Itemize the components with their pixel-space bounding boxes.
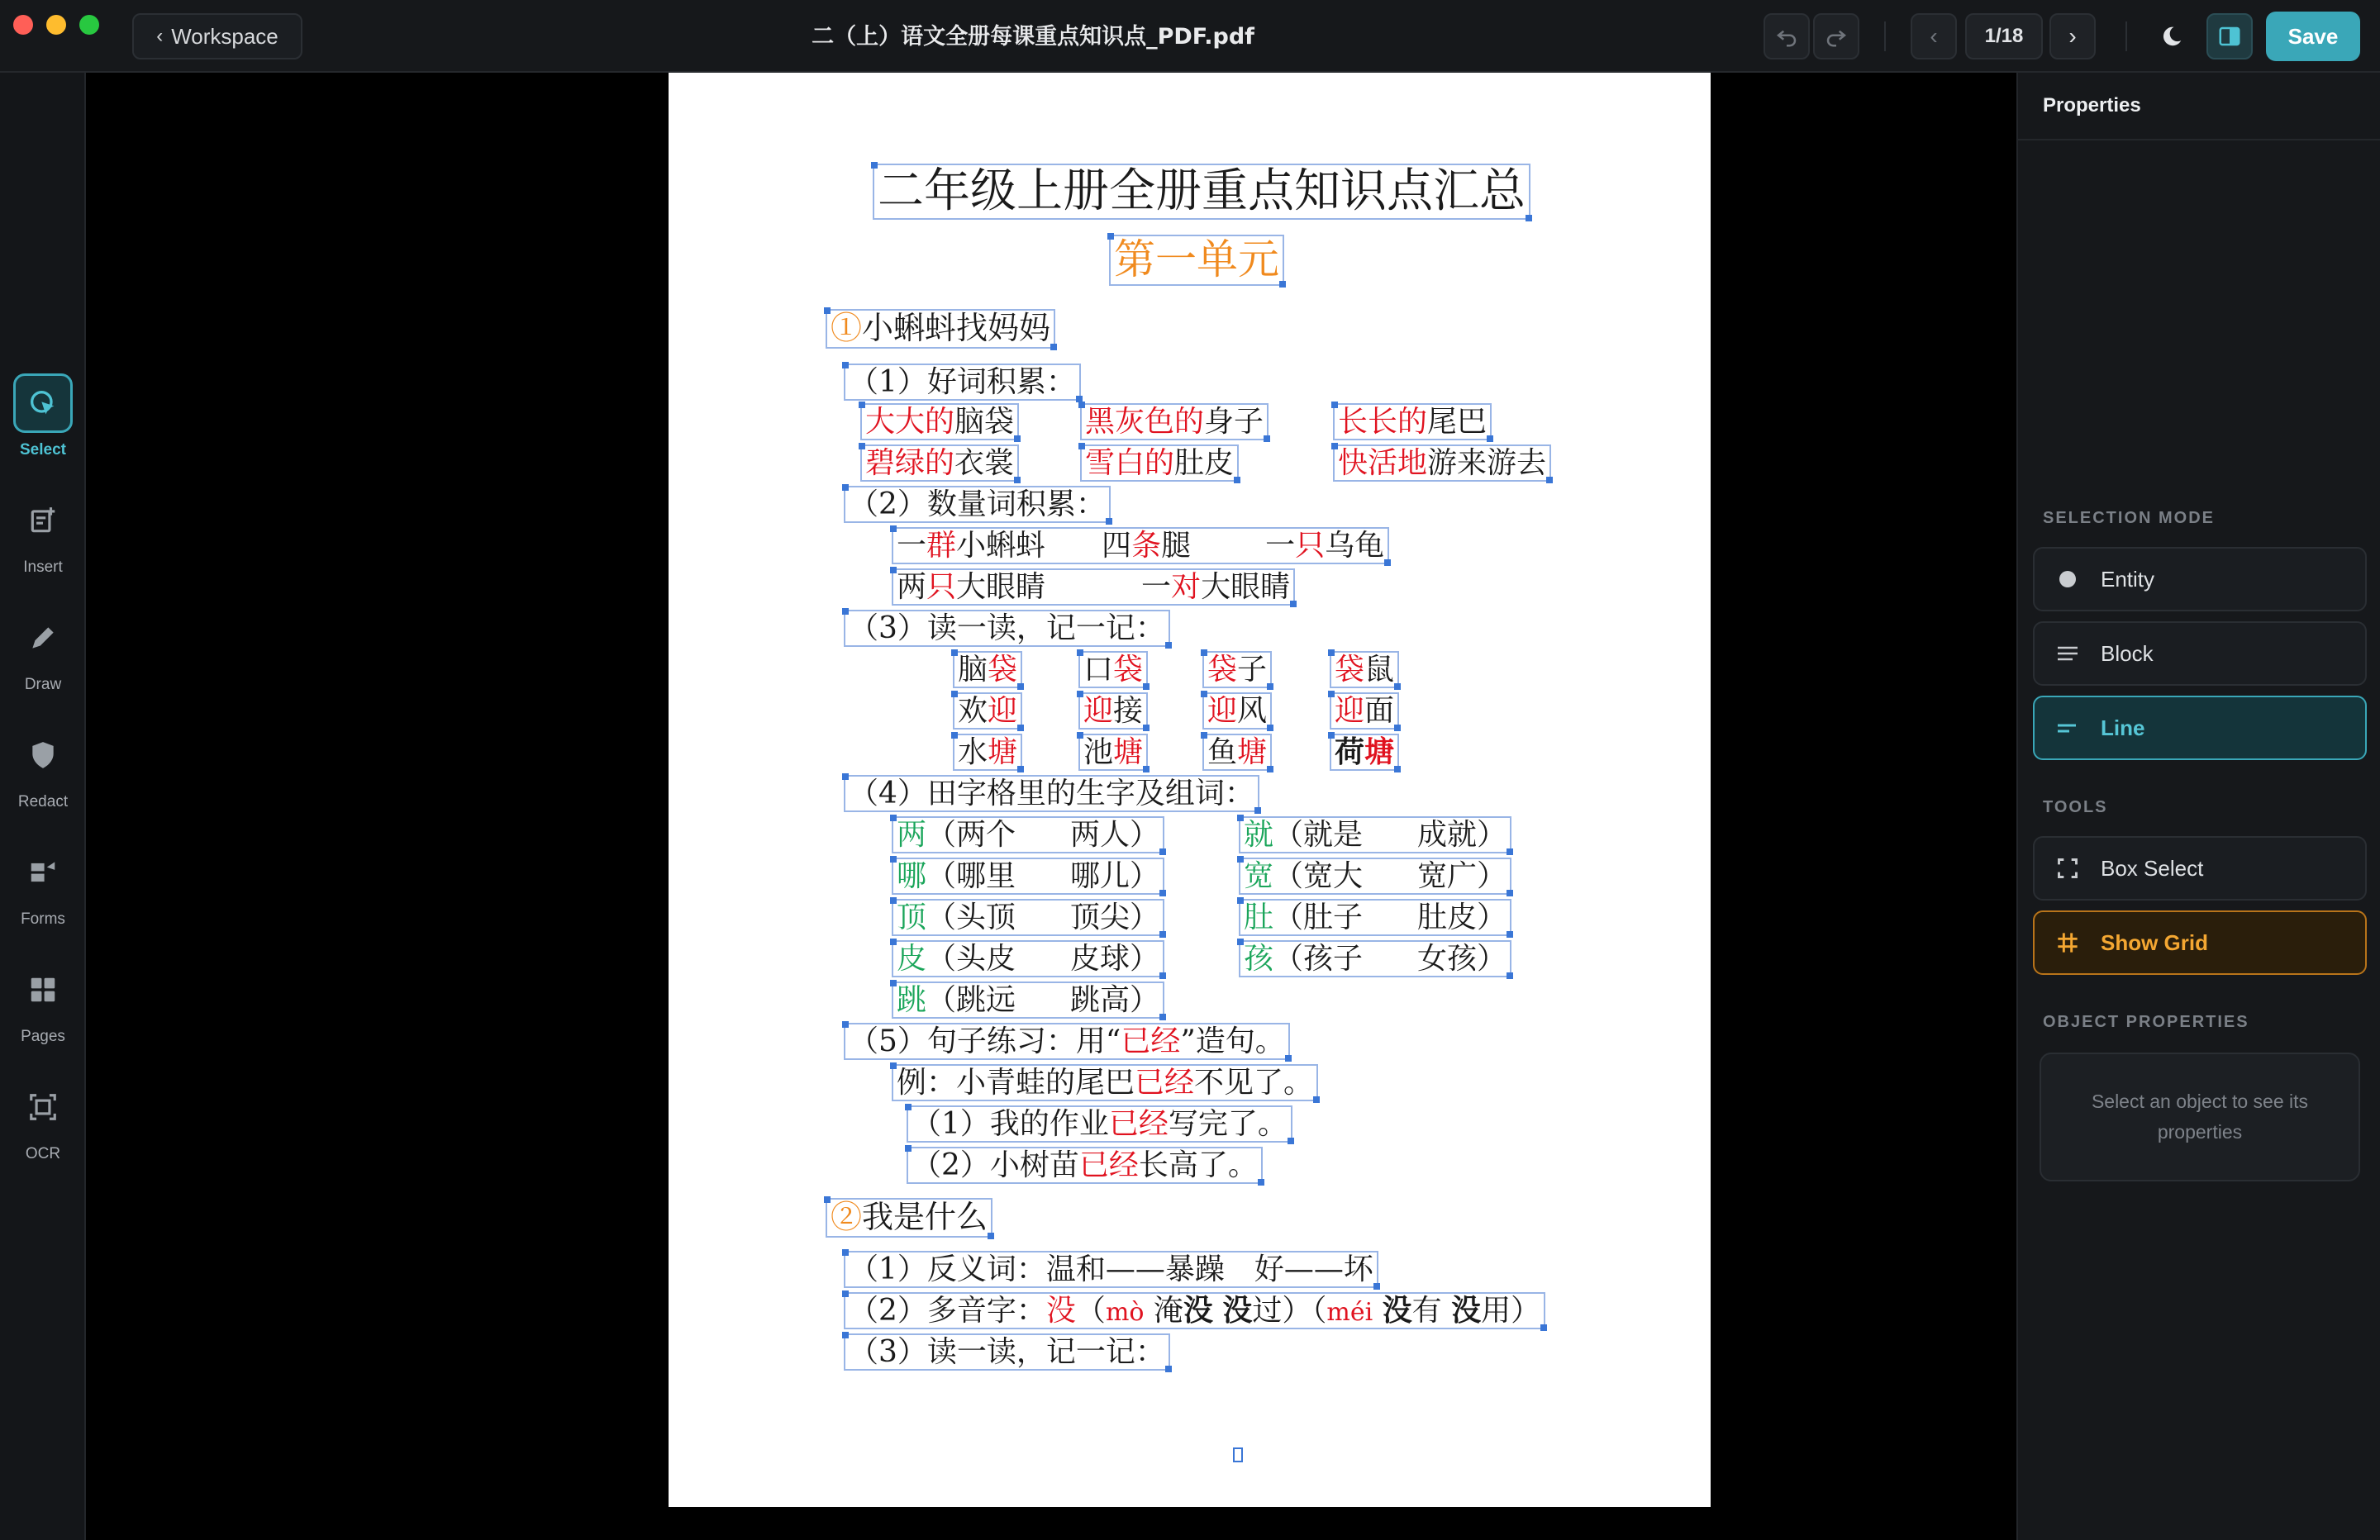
line-text: （就是 bbox=[1273, 818, 1364, 852]
mode-block-option[interactable] bbox=[2033, 621, 2367, 686]
line-text: 鱼 bbox=[1207, 735, 1238, 769]
text-line[interactable] bbox=[1202, 651, 1272, 688]
scan-icon bbox=[13, 1077, 73, 1137]
tool-label: OCR bbox=[25, 1145, 61, 1162]
text-line[interactable] bbox=[1333, 444, 1551, 482]
tool-label: Forms bbox=[21, 910, 65, 928]
text-line[interactable] bbox=[892, 940, 1164, 977]
red-text: 只 bbox=[1295, 529, 1326, 563]
window-zoom-button[interactable] bbox=[79, 15, 99, 35]
line-text: 没 bbox=[1183, 1293, 1213, 1328]
red-text: 迎 bbox=[1207, 694, 1238, 728]
text-line[interactable] bbox=[844, 1292, 1545, 1329]
undo-button[interactable] bbox=[1764, 13, 1810, 59]
red-text: 袋 bbox=[1113, 653, 1144, 687]
line-text: 欢 bbox=[958, 694, 988, 728]
tool-insert[interactable] bbox=[0, 491, 86, 577]
red-text: 没 bbox=[1045, 1294, 1076, 1328]
line-text: 不见了。 bbox=[1194, 1066, 1314, 1100]
line-text: （ bbox=[1075, 1294, 1106, 1328]
red-text: 长长的 bbox=[1338, 405, 1428, 439]
red-text: 已经 bbox=[1108, 1107, 1169, 1141]
sidebar-panel-icon bbox=[2217, 24, 2242, 49]
red-text: 塘 bbox=[1237, 735, 1268, 769]
text-line[interactable] bbox=[892, 816, 1164, 853]
tool-rail bbox=[0, 73, 86, 1540]
lesson-number: ① bbox=[831, 310, 863, 346]
selection-mode-heading: SELECTION MODE bbox=[2043, 509, 2216, 527]
text-line[interactable] bbox=[1330, 692, 1399, 730]
window-close-button[interactable] bbox=[13, 15, 33, 35]
cursor-click-icon bbox=[13, 373, 73, 433]
page-number-marker[interactable] bbox=[1233, 1447, 1243, 1462]
chevron-left-icon: ‹ bbox=[1930, 23, 1938, 49]
doc-unit-line[interactable] bbox=[1109, 235, 1284, 286]
line-text: 有 bbox=[1411, 1294, 1452, 1328]
option-label: Entity bbox=[2101, 566, 2155, 592]
line-text: 鼠 bbox=[1364, 653, 1395, 687]
green-text: 两 bbox=[897, 818, 927, 852]
panel-header bbox=[2018, 73, 2380, 140]
tool-label: Select bbox=[20, 441, 66, 459]
text-line[interactable] bbox=[1239, 940, 1511, 977]
text-line[interactable] bbox=[953, 651, 1022, 688]
chevron-right-icon: › bbox=[2068, 23, 2077, 49]
line-text: 两人） bbox=[1069, 818, 1159, 852]
line-text: （1）反义词：温和——暴躁 好——坏 bbox=[849, 1252, 1373, 1286]
line-text: 水 bbox=[958, 735, 988, 769]
tool-ocr[interactable] bbox=[0, 1077, 86, 1163]
line-text: 身子 bbox=[1204, 405, 1264, 439]
text-line[interactable] bbox=[907, 1147, 1263, 1184]
line-text: 例：小青蛙的尾巴 bbox=[897, 1066, 1135, 1100]
doc-title: 二年级上册全册重点知识点汇总 bbox=[878, 164, 1526, 218]
line-text: 尾巴 bbox=[1427, 405, 1488, 439]
text-line[interactable] bbox=[844, 364, 1081, 401]
text-line[interactable] bbox=[1239, 899, 1511, 936]
next-page-button[interactable] bbox=[2049, 13, 2096, 59]
option-label: Line bbox=[2101, 715, 2145, 740]
tool-pages[interactable] bbox=[0, 960, 86, 1046]
text-line[interactable] bbox=[844, 1251, 1378, 1288]
red-text: 只 bbox=[926, 570, 957, 604]
pencil-icon bbox=[13, 608, 73, 668]
line-text: （两个 bbox=[926, 818, 1016, 852]
text-line[interactable] bbox=[892, 858, 1164, 895]
green-text: 跳 bbox=[897, 983, 927, 1017]
line-text: 一 bbox=[897, 529, 927, 563]
line-text: 一 bbox=[1265, 529, 1296, 563]
line-text: （1）我的作业 bbox=[912, 1107, 1109, 1141]
document-canvas[interactable] bbox=[86, 73, 2016, 1540]
text-line[interactable] bbox=[1202, 692, 1272, 730]
red-text: 碧绿的 bbox=[865, 446, 955, 480]
green-text: 皮 bbox=[897, 942, 927, 976]
line-text: 两 bbox=[897, 570, 927, 604]
text-line[interactable] bbox=[892, 527, 1389, 564]
line-text: 写完了。 bbox=[1168, 1107, 1288, 1141]
line-text: 肚皮 bbox=[1174, 446, 1235, 480]
chevron-left-icon: ‹ bbox=[156, 25, 164, 47]
red-text: 雪白的 bbox=[1085, 446, 1175, 480]
text-line[interactable] bbox=[1078, 651, 1148, 688]
line-text: （4）田字格里的生字及组词： bbox=[849, 777, 1254, 810]
line-text: 游来游去 bbox=[1427, 446, 1547, 480]
lesson-title: 小蝌蚪找妈妈 bbox=[862, 310, 1051, 346]
line-text: 跳高） bbox=[1069, 983, 1159, 1017]
red-text: 塘 bbox=[1364, 734, 1395, 769]
text-line[interactable] bbox=[844, 610, 1170, 647]
text-line[interactable] bbox=[953, 692, 1022, 730]
grid-hash-icon bbox=[2035, 931, 2101, 954]
line-text: 肚皮） bbox=[1416, 901, 1507, 934]
line-text: （头皮 bbox=[926, 942, 1016, 976]
text-line[interactable] bbox=[892, 568, 1295, 606]
object-properties-heading: OBJECT PROPERTIES bbox=[2043, 1013, 2249, 1031]
line-text: （3）读一读，记一记： bbox=[849, 1335, 1165, 1369]
line-text: （1）好词积累： bbox=[849, 365, 1076, 399]
line-text: 腿 bbox=[1161, 529, 1192, 563]
insert-doc-icon bbox=[13, 491, 73, 550]
red-text: 塘 bbox=[1113, 735, 1144, 769]
line-text: （肚子 bbox=[1273, 901, 1364, 934]
text-line[interactable] bbox=[844, 775, 1259, 812]
panel-toggle-button[interactable] bbox=[2206, 13, 2253, 59]
lesson-number: ② bbox=[831, 1199, 863, 1235]
line-text: 脑 bbox=[958, 653, 988, 687]
red-text: 大大的 bbox=[865, 405, 955, 439]
red-text: 群 bbox=[926, 529, 957, 563]
line-text: （3）读一读，记一记： bbox=[849, 611, 1165, 645]
red-text: 迎 bbox=[1083, 694, 1114, 728]
mode-line-option[interactable] bbox=[2033, 696, 2367, 760]
text-line[interactable] bbox=[860, 444, 1019, 482]
red-text: 黑灰色的 bbox=[1085, 405, 1205, 439]
back-label: Workspace bbox=[171, 23, 278, 49]
red-text: 塘 bbox=[988, 735, 1018, 769]
line-text: 风 bbox=[1237, 694, 1268, 728]
line-text: 子 bbox=[1237, 653, 1268, 687]
line-text: 小蝌蚪 bbox=[956, 529, 1046, 563]
text-line[interactable] bbox=[1078, 734, 1148, 771]
text-line[interactable] bbox=[1330, 734, 1399, 771]
line-text: （2）数量词积累： bbox=[849, 487, 1106, 521]
red-text: 对 bbox=[1171, 570, 1202, 604]
red-text: 袋 bbox=[988, 653, 1018, 687]
toolbar-divider bbox=[1884, 21, 1886, 51]
text-line[interactable] bbox=[1202, 734, 1272, 771]
text-line[interactable] bbox=[1239, 858, 1511, 895]
line-text: 女孩） bbox=[1416, 942, 1507, 976]
line-text: （2）小树苗 bbox=[912, 1148, 1079, 1182]
red-text: méi bbox=[1326, 1298, 1373, 1327]
line-text: 乌龟 bbox=[1325, 529, 1385, 563]
undo-icon bbox=[1774, 24, 1799, 49]
line-text: 口 bbox=[1083, 653, 1114, 687]
red-text: 已经 bbox=[1078, 1148, 1139, 1182]
tool-label: Draw bbox=[24, 676, 62, 693]
toolbar-divider bbox=[2125, 21, 2127, 51]
red-text: mò bbox=[1105, 1298, 1145, 1327]
text-line[interactable] bbox=[844, 1333, 1170, 1371]
line-text: （5）句子练习：用“ bbox=[849, 1024, 1121, 1058]
window-minimize-button[interactable] bbox=[46, 15, 66, 35]
text-line[interactable] bbox=[892, 1064, 1318, 1101]
red-text: 快活地 bbox=[1338, 446, 1428, 480]
line-text: 长高了。 bbox=[1138, 1148, 1258, 1182]
option-label: Block bbox=[2101, 640, 2154, 666]
line-text: （跳远 bbox=[926, 983, 1016, 1017]
show-grid-button[interactable] bbox=[2033, 910, 2367, 975]
line-text: 一 bbox=[1141, 570, 1172, 604]
box-select-button[interactable] bbox=[2033, 836, 2367, 901]
line-text: （哪里 bbox=[926, 859, 1016, 893]
option-label: Box Select bbox=[2101, 855, 2204, 881]
moon-icon bbox=[2159, 24, 2184, 49]
green-text: 孩 bbox=[1244, 942, 1274, 976]
line-text: 衣裳 bbox=[954, 446, 1015, 480]
line-text: 脑袋 bbox=[954, 405, 1015, 439]
line-text: （宽大 bbox=[1273, 859, 1364, 893]
line-text: 没 bbox=[1451, 1293, 1482, 1328]
text-line[interactable] bbox=[892, 899, 1164, 936]
text-line[interactable] bbox=[1239, 816, 1511, 853]
line-text: 淹 bbox=[1144, 1294, 1183, 1328]
line-text: 荷 bbox=[1335, 734, 1365, 769]
line-text: 成就） bbox=[1416, 818, 1507, 852]
tool-draw[interactable] bbox=[0, 608, 86, 694]
text-line[interactable] bbox=[844, 486, 1111, 523]
line-text: 没 bbox=[1382, 1293, 1412, 1328]
save-button[interactable]: Save bbox=[2266, 12, 2360, 61]
line-text: （头顶 bbox=[926, 901, 1016, 934]
line-text: 皮球） bbox=[1069, 942, 1159, 976]
green-text: 肚 bbox=[1244, 901, 1274, 934]
redo-button[interactable] bbox=[1813, 13, 1859, 59]
back-to-workspace-button[interactable] bbox=[132, 13, 302, 59]
properties-panel bbox=[2016, 73, 2380, 1540]
unit-heading: 第一单元 bbox=[1114, 235, 1279, 283]
tool-label: Insert bbox=[23, 558, 63, 576]
block-lines-icon bbox=[2035, 644, 2101, 663]
text-line[interactable] bbox=[1330, 651, 1399, 688]
lesson-title: 我是什么 bbox=[862, 1199, 988, 1235]
red-text: 条 bbox=[1131, 529, 1162, 563]
shield-icon bbox=[13, 725, 73, 785]
tools-heading: TOOLS bbox=[2043, 798, 2108, 816]
red-text: 已经 bbox=[1135, 1066, 1195, 1100]
line-text: 宽广） bbox=[1416, 859, 1507, 893]
line-text: 没 bbox=[1222, 1293, 1253, 1328]
text-line[interactable] bbox=[953, 734, 1022, 771]
green-text: 哪 bbox=[897, 859, 927, 893]
lesson-heading-line[interactable] bbox=[826, 1198, 992, 1238]
document-title: 二（上）语文全册每课重点知识点_PDF.pdf bbox=[812, 24, 1254, 50]
pdf-page[interactable] bbox=[669, 73, 1711, 1507]
panel-title: Properties bbox=[2043, 94, 2141, 116]
green-text: 顶 bbox=[897, 901, 927, 934]
option-label: Show Grid bbox=[2101, 929, 2208, 955]
line-text: ”造句。 bbox=[1180, 1024, 1285, 1058]
line-text: 哪儿） bbox=[1069, 859, 1159, 893]
text-line[interactable] bbox=[1078, 692, 1148, 730]
text-line[interactable] bbox=[907, 1105, 1292, 1143]
lesson-heading-line[interactable] bbox=[826, 309, 1055, 349]
mode-entity-option[interactable] bbox=[2033, 547, 2367, 611]
green-text: 宽 bbox=[1244, 859, 1274, 893]
line-text: 四 bbox=[1102, 529, 1132, 563]
tool-forms[interactable] bbox=[0, 843, 86, 929]
tool-label: Redact bbox=[17, 793, 69, 810]
red-text: 迎 bbox=[988, 694, 1018, 728]
line-text: 用） bbox=[1481, 1294, 1541, 1328]
grid-icon bbox=[13, 960, 73, 1020]
text-line[interactable] bbox=[1080, 403, 1269, 440]
line-text: （孩子 bbox=[1273, 942, 1364, 976]
line-icon bbox=[2035, 718, 2101, 738]
line-text: 接 bbox=[1113, 694, 1144, 728]
text-line[interactable] bbox=[1333, 403, 1492, 440]
red-text: 迎 bbox=[1335, 694, 1365, 728]
text-line[interactable] bbox=[844, 1023, 1290, 1060]
red-text: 袋 bbox=[1207, 653, 1238, 687]
title-bar bbox=[0, 0, 2380, 73]
line-text: 顶尖） bbox=[1069, 901, 1159, 934]
tool-label: Pages bbox=[21, 1028, 65, 1045]
line-text: （2）多音字： bbox=[849, 1294, 1046, 1328]
dot-icon bbox=[2035, 569, 2101, 589]
red-text: 袋 bbox=[1335, 653, 1365, 687]
forms-icon bbox=[13, 843, 73, 902]
dark-mode-toggle[interactable] bbox=[2149, 13, 2195, 59]
redo-icon bbox=[1824, 24, 1849, 49]
line-text bbox=[1213, 1294, 1222, 1328]
line-text bbox=[1373, 1294, 1382, 1328]
line-text: 大眼睛 bbox=[1201, 570, 1291, 604]
tool-select[interactable] bbox=[0, 373, 86, 459]
line-text: 大眼睛 bbox=[956, 570, 1046, 604]
tool-redact[interactable] bbox=[0, 725, 86, 811]
prev-page-button[interactable] bbox=[1911, 13, 1957, 59]
box-select-icon bbox=[2035, 857, 2101, 880]
green-text: 就 bbox=[1244, 818, 1274, 852]
line-text: 池 bbox=[1083, 735, 1114, 769]
red-text: 已经 bbox=[1121, 1024, 1181, 1058]
page-indicator[interactable]: 1/18 bbox=[1965, 13, 2043, 59]
line-text: 面 bbox=[1364, 694, 1395, 728]
text-line[interactable] bbox=[860, 403, 1019, 440]
text-line[interactable] bbox=[892, 982, 1164, 1019]
doc-title-line[interactable] bbox=[873, 164, 1530, 220]
object-properties-empty: Select an object to see its properties bbox=[2040, 1053, 2360, 1181]
line-text: 过）（ bbox=[1252, 1294, 1327, 1328]
text-line[interactable] bbox=[1080, 444, 1239, 482]
